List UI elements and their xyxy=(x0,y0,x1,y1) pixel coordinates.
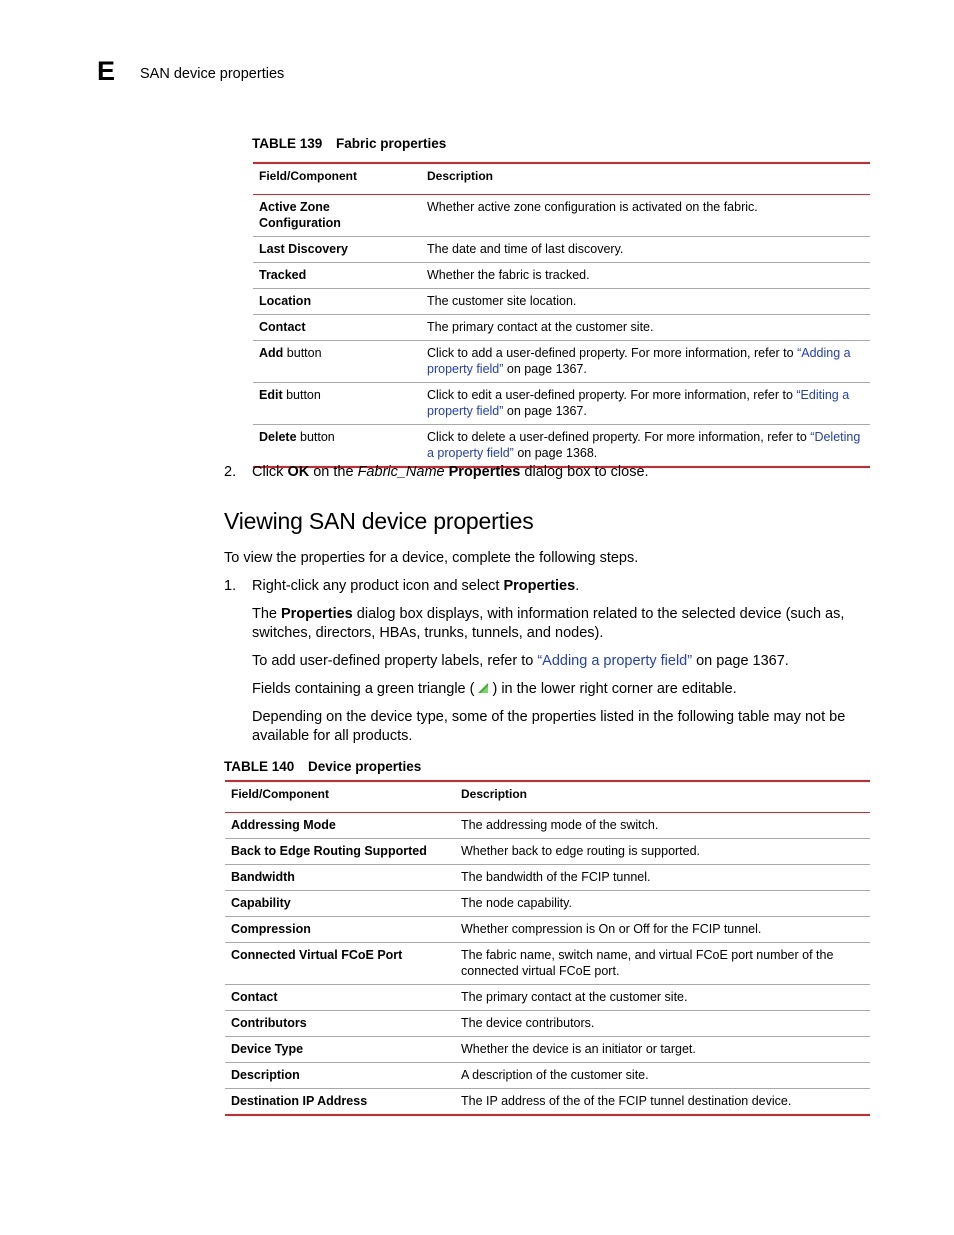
table-row xyxy=(225,917,870,943)
description-text: The primary contact at the customer site. xyxy=(461,990,688,1004)
field-name-cell xyxy=(225,1063,455,1089)
column-header: Field/Component xyxy=(225,781,455,813)
table-header-row xyxy=(253,163,870,195)
field-name: Last Discovery xyxy=(259,242,348,256)
description-cell xyxy=(455,813,870,839)
green-triangle-icon xyxy=(477,681,489,700)
table-row xyxy=(225,1089,870,1116)
table-row xyxy=(225,865,870,891)
field-name: Tracked xyxy=(259,268,307,282)
field-name-cell xyxy=(225,1089,455,1116)
table-139-label: TABLE 139 xyxy=(252,136,323,151)
description-text: The date and time of last discovery. xyxy=(427,242,624,256)
table-140-caption xyxy=(224,759,421,775)
table-row xyxy=(253,195,870,237)
description-cell xyxy=(455,1063,870,1089)
field-name-cell xyxy=(225,985,455,1011)
field-name: Device Type xyxy=(231,1042,304,1056)
ok-button-ref: OK xyxy=(287,464,310,480)
field-name: Back to Edge Routing Supported xyxy=(231,844,427,858)
table-row xyxy=(253,425,870,468)
description-cell xyxy=(455,943,870,985)
text-run: Right-click any product icon and select xyxy=(252,578,504,594)
table-140-label: TABLE 140 xyxy=(224,759,295,774)
description-cell xyxy=(421,289,870,315)
description-tail: on page 1367. xyxy=(503,362,587,376)
table-row xyxy=(225,813,870,839)
text-run: The xyxy=(252,606,282,622)
column-header: Description xyxy=(455,781,870,813)
chapter-letter: E xyxy=(97,56,116,86)
section-heading: Viewing SAN device properties xyxy=(224,508,534,534)
properties-ref: Properties xyxy=(448,464,521,480)
description-text: Click to add a user-defined property. For more information, refer to xyxy=(427,346,798,360)
field-name-cell xyxy=(253,315,421,341)
description-cell xyxy=(455,839,870,865)
text-run: on page 1367. xyxy=(692,653,789,669)
description-cell xyxy=(455,1089,870,1116)
column-header: Description xyxy=(421,163,870,195)
text-run: To add user-defined property labels, refer to xyxy=(252,653,538,669)
step-1-text xyxy=(252,577,872,596)
text-run: dialog box to close. xyxy=(520,464,649,480)
description-cell xyxy=(421,263,870,289)
properties-ref: Properties xyxy=(281,606,353,622)
table-row xyxy=(253,341,870,383)
description-text: Whether the fabric is tracked. xyxy=(427,268,590,282)
field-name-cell xyxy=(225,813,455,839)
description-text: Whether active zone configuration is activated on the fabric. xyxy=(427,200,758,214)
table-140-title: Device properties xyxy=(308,759,422,774)
description-tail: on page 1368. xyxy=(513,446,598,460)
field-name: Contact xyxy=(231,990,278,1004)
field-name: Contributors xyxy=(231,1016,307,1030)
field-name-cell xyxy=(253,263,421,289)
description-text: The primary contact at the customer site. xyxy=(427,320,654,334)
description-cell xyxy=(455,891,870,917)
table-139-caption xyxy=(252,136,446,152)
text-run: Click xyxy=(252,464,288,480)
field-name-cell xyxy=(225,891,455,917)
device-properties-table xyxy=(225,780,870,1116)
properties-ref: Properties xyxy=(503,578,576,594)
table-row xyxy=(253,289,870,315)
description-cell xyxy=(421,195,870,237)
field-name: Location xyxy=(259,294,312,308)
step-2-text xyxy=(252,463,872,482)
field-name-cell xyxy=(225,943,455,985)
field-name: Contact xyxy=(259,320,306,334)
description-cell xyxy=(455,917,870,943)
description-text: A description of the customer site. xyxy=(461,1068,649,1082)
table-row xyxy=(253,315,870,341)
description-cell xyxy=(455,1037,870,1063)
text-run: on the xyxy=(309,464,358,480)
description-cell xyxy=(455,985,870,1011)
table-row xyxy=(253,237,870,263)
field-name: Addressing Mode xyxy=(231,818,336,832)
table-row xyxy=(253,263,870,289)
description-text: Whether compression is On or Off for the FCIP tunnel. xyxy=(461,922,762,936)
description-cell xyxy=(421,237,870,263)
section-intro: To view the properties for a device, complete the following steps. xyxy=(224,550,639,566)
table-row xyxy=(225,943,870,985)
field-name: Active Zone Configuration xyxy=(259,200,341,230)
description-cell xyxy=(421,425,870,468)
description-text: The node capability. xyxy=(461,896,572,910)
description-text: The addressing mode of the switch. xyxy=(461,818,659,832)
field-name-cell xyxy=(225,1011,455,1037)
field-name-cell xyxy=(225,1037,455,1063)
description-cell xyxy=(455,1011,870,1037)
field-name-cell xyxy=(253,289,421,315)
fabric-name-ref: Fabric_Name xyxy=(357,464,445,480)
field-name-cell xyxy=(253,383,421,425)
description-text: The bandwidth of the FCIP tunnel. xyxy=(461,870,651,884)
description-text: The IP address of the of the FCIP tunnel destination device. xyxy=(461,1094,792,1108)
field-name: Add xyxy=(259,346,284,360)
field-name: Delete xyxy=(259,430,297,444)
field-name: Description xyxy=(231,1068,300,1082)
description-text: Click to delete a user-defined property. For more information, refer to xyxy=(427,430,811,444)
description-text: The customer site location. xyxy=(427,294,577,308)
table-row xyxy=(225,891,870,917)
field-suffix: button xyxy=(282,388,321,402)
description-text: Whether back to edge routing is supported. xyxy=(461,844,701,858)
description-cell xyxy=(455,865,870,891)
field-name-cell xyxy=(225,839,455,865)
field-name-cell xyxy=(253,425,421,468)
description-cell xyxy=(421,315,870,341)
fabric-properties-table xyxy=(253,162,870,468)
cross-reference-link[interactable]: “Deleting a property field” xyxy=(427,430,861,460)
table-139-title: Fabric properties xyxy=(336,136,447,151)
step-number: 1. xyxy=(224,578,237,594)
adding-property-field-link[interactable]: “Adding a property field” xyxy=(537,653,693,669)
step-number: 2. xyxy=(224,464,237,480)
table-header-row xyxy=(225,781,870,813)
column-header: Field/Component xyxy=(253,163,421,195)
cross-reference-link[interactable]: “Adding a property field” xyxy=(427,346,851,376)
cross-reference-link[interactable]: “Editing a property field” xyxy=(427,388,850,418)
description-tail: on page 1367. xyxy=(503,404,587,418)
table-row xyxy=(253,383,870,425)
field-name: Compression xyxy=(231,922,311,936)
description-text: Click to edit a user-defined property. For more information, refer to xyxy=(427,388,797,402)
table-row xyxy=(225,1037,870,1063)
green-triangle-paragraph xyxy=(252,680,872,700)
text-run: ) in the lower right corner are editable. xyxy=(492,681,737,697)
text-run: . xyxy=(575,578,580,594)
field-name: Destination IP Address xyxy=(231,1094,368,1108)
table-row xyxy=(225,1011,870,1037)
field-name: Capability xyxy=(231,896,291,910)
text-run: dialog box displays, with information related to the selected device (such as, switches, directors, HBAs, trunks, tunnels, and nodes). xyxy=(252,606,845,641)
field-name-cell xyxy=(225,865,455,891)
field-name: Connected Virtual FCoE Port xyxy=(231,948,403,962)
description-text: The fabric name, switch name, and virtual FCoE port number of the connected virtual FCoE port. xyxy=(461,948,834,978)
description-cell xyxy=(421,383,870,425)
user-defined-labels-paragraph xyxy=(252,652,872,671)
field-name-cell xyxy=(253,195,421,237)
field-name: Edit xyxy=(259,388,283,402)
table-row xyxy=(225,839,870,865)
table-row xyxy=(225,1063,870,1089)
description-text: The device contributors. xyxy=(461,1016,595,1030)
text-run: Fields containing a green triangle ( xyxy=(252,681,475,697)
description-cell xyxy=(421,341,870,383)
table-row xyxy=(225,985,870,1011)
field-name-cell xyxy=(253,341,421,383)
running-header-title: SAN device properties xyxy=(140,66,285,82)
field-name: Bandwidth xyxy=(231,870,295,884)
properties-dialog-paragraph xyxy=(252,605,872,643)
device-type-note: Depending on the device type, some of the properties listed in the following table may not be available for all products. xyxy=(252,709,846,744)
description-text: Whether the device is an initiator or target. xyxy=(461,1042,696,1056)
field-suffix: button xyxy=(296,430,335,444)
field-name-cell xyxy=(253,237,421,263)
field-name-cell xyxy=(225,917,455,943)
field-suffix: button xyxy=(283,346,322,360)
